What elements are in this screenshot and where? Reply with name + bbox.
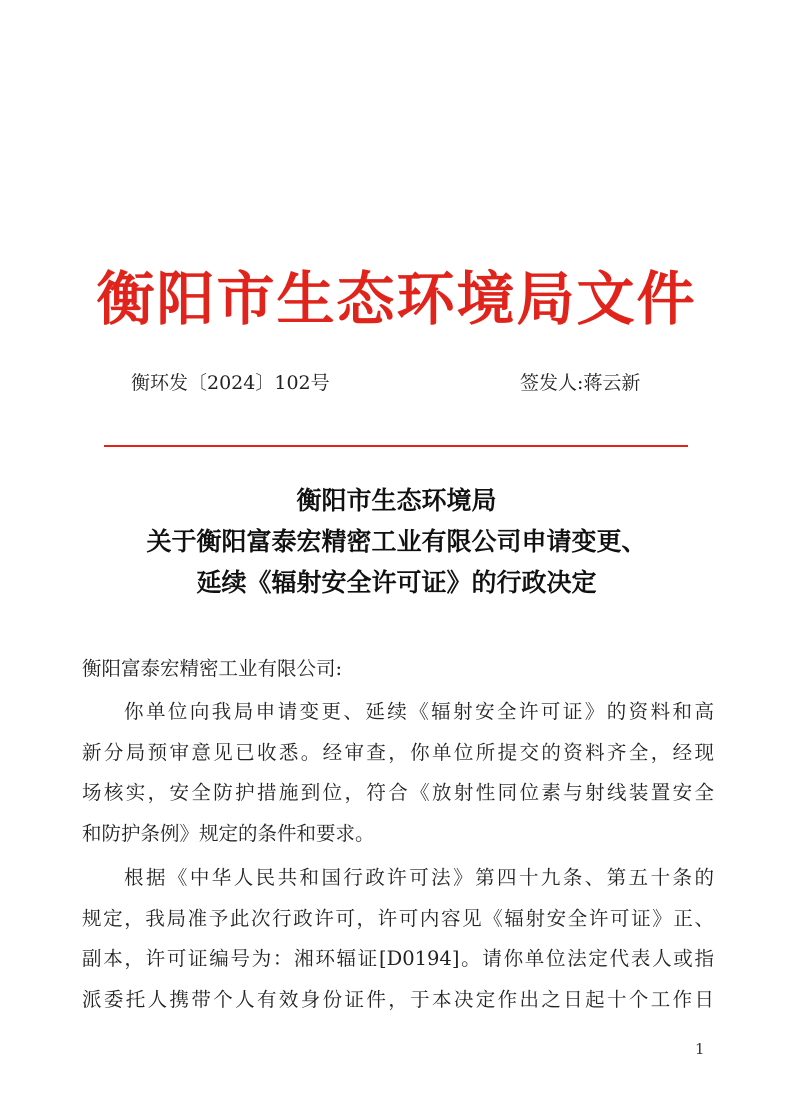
document-number: 衡环发〔2024〕102号 [131,372,330,394]
salutation: 衡阳富泰宏精密工业有限公司: [82,657,343,680]
paragraph-line: 副本，许可证编号为：湘环辐证[D0194]。请你单位法定代表人或指 [82,947,714,970]
paragraph-line: 根据《中华人民共和国行政许可法》第四十九条、第五十条的 [124,866,714,889]
title-line-2: 关于衡阳富泰宏精密工业有限公司申请变更、 [146,527,647,556]
paragraph-line: 和防护条例》规定的条件和要求。 [82,821,375,845]
paragraph-1 [82,692,714,854]
document-title [40,480,753,603]
title-line-1: 衡阳市生态环境局 [296,486,497,515]
title-line-3: 延续《辐射安全许可证》的行政决定 [196,568,597,597]
paragraph-line: 新分局预审意见已收悉。经审查，你单位所提交的资料齐全，经现 [82,740,714,764]
paragraph-line: 场核实，安全防护措施到位，符合《放射性同位素与射线装置安全 [82,781,714,804]
signer-block [520,370,640,396]
signer-label: 签发人: [520,372,584,394]
paragraph-line: 派委托人携带个人有效身份证件，于本决定作出之日起十个工作日 [82,987,714,1011]
agency-masthead: 衡阳市生态环境局文件 [96,265,697,333]
signer-name: 蒋云新 [583,372,641,394]
page-number: 1 [695,1040,705,1058]
paragraph-line: 规定，我局准予此次行政许可，许可内容见《辐射安全许可证》正、 [82,906,714,930]
paragraph-line: 你单位向我局申请变更、延续《辐射安全许可证》的资料和高 [124,700,714,723]
paragraph-2 [82,858,714,1020]
red-separator-line [104,445,688,447]
